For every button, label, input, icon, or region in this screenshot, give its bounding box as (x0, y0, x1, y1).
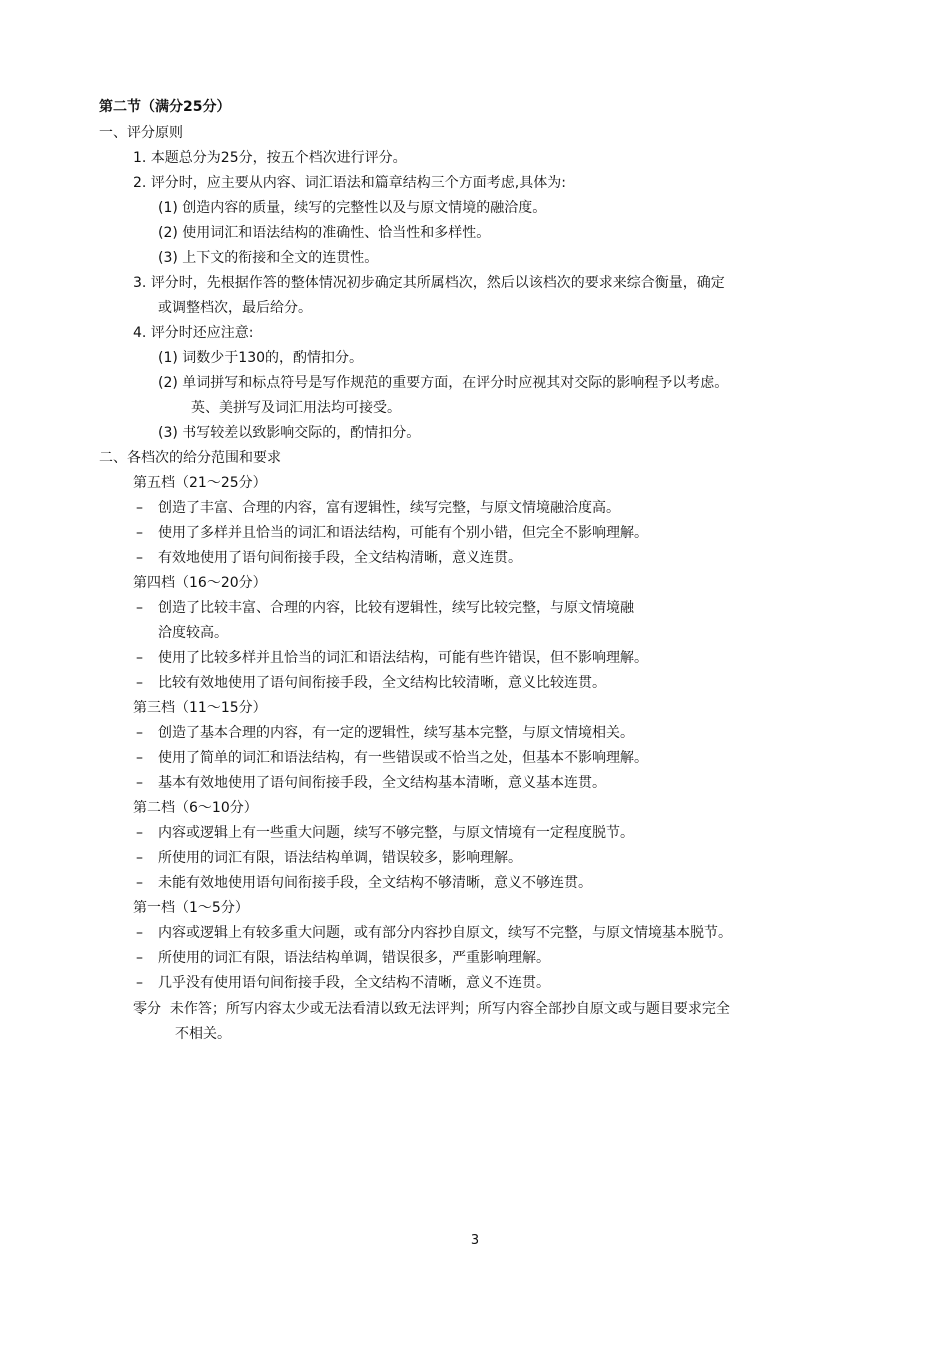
rule-continuation: 英、美拼写及词汇用法均可接受。 (191, 400, 401, 416)
rule-item-1 (133, 149, 407, 167)
grade-bullet (136, 524, 648, 542)
bullet-text: 所使用的词汇有限，语法结构单调，错误很多，严重影响理解。 (158, 950, 550, 966)
rule-num: 4. (133, 325, 147, 341)
rule-item-3 (133, 274, 725, 292)
rule-num: 1. (133, 150, 147, 166)
bullet-text: 比较有效地使用了语句间衔接手段，全文结构比较清晰，意义比较连贯。 (158, 675, 606, 691)
part1-heading: 一、评分原则 (99, 125, 183, 141)
dash-bullet: – (136, 975, 143, 991)
rule-text: 词数少于130的，酌情扣分。 (182, 350, 364, 366)
grade-bullet (136, 549, 522, 567)
grade-bullet (136, 874, 592, 892)
grade-label: 第五档（21～25分） (133, 475, 267, 491)
rule-text: 创造内容的质量，续写的完整性以及与原文情境的融洽度。 (182, 200, 547, 216)
rule-subitem (158, 199, 546, 217)
dash-bullet: – (136, 500, 143, 516)
bullet-text: 创造了丰富、合理的内容，富有逻辑性，续写完整，与原文情境融洽度高。 (158, 500, 620, 516)
bullet-text: 使用了比较多样并且恰当的词汇和语法结构，可能有些许错误，但不影响理解。 (158, 650, 648, 666)
rule-num: (2) (158, 375, 178, 391)
grade-bullet (136, 824, 634, 842)
rule-num: (1) (158, 200, 178, 216)
rule-subitem (158, 224, 490, 242)
dash-bullet: – (136, 825, 143, 841)
grade-bullet (136, 499, 620, 517)
rule-item-2 (133, 174, 566, 192)
rule-text: 评分时，应主要从内容、词汇语法和篇章结构三个方面考虑,具体为: (150, 175, 566, 191)
dash-bullet: – (136, 600, 143, 616)
rule-subitem (158, 249, 378, 267)
zero-text: 未作答；所写内容太少或无法看清以致无法评判；所写内容全部抄自原文或与题目要求完全 (169, 1001, 730, 1017)
rule-text: 使用词汇和语法结构的准确性、恰当性和多样性。 (182, 225, 491, 241)
rule-text: 评分时，先根据作答的整体情况初步确定其所属档次，然后以该档次的要求来综合衡量，确定 (150, 275, 725, 291)
bullet-text: 使用了简单的词汇和语法结构，有一些错误或不恰当之处，但基本不影响理解。 (158, 750, 648, 766)
bullet-text: 所使用的词汇有限，语法结构单调，错误较多，影响理解。 (158, 850, 522, 866)
grade-bullet (136, 599, 634, 617)
grade-bullet (136, 774, 606, 792)
bullet-text: 创造了基本合理的内容，有一定的逻辑性，续写基本完整，与原文情境相关。 (158, 725, 634, 741)
grade-bullet (136, 649, 648, 667)
grade-bullet (136, 724, 634, 742)
section-title: 第二节（满分25分） (99, 99, 231, 115)
bullet-text: 创造了比较丰富、合理的内容，比较有逻辑性，续写比较完整，与原文情境融 (158, 600, 634, 616)
rule-num: (3) (158, 425, 178, 441)
grade-bullet (136, 974, 550, 992)
rule-num: (1) (158, 350, 178, 366)
grade-label: 第三档（11～15分） (133, 700, 267, 716)
grade-label: 第四档（16～20分） (133, 575, 267, 591)
rule-num: 2. (133, 175, 147, 191)
rule-text: 上下文的衔接和全文的连贯性。 (182, 250, 379, 266)
dash-bullet: – (136, 950, 143, 966)
part2-heading: 二、各档次的给分范围和要求 (99, 450, 281, 466)
rule-continuation: 或调整档次，最后给分。 (158, 300, 312, 316)
rule-text: 评分时还应注意: (150, 325, 254, 341)
grade-bullet (136, 949, 550, 967)
rule-item-4 (133, 324, 254, 342)
bullet-text: 内容或逻辑上有较多重大问题，或有部分内容抄自原文，续写不完整，与原文情境基本脱节。 (158, 925, 732, 941)
grade-bullet (136, 749, 648, 767)
grade-label: 第二档（6～10分） (133, 800, 258, 816)
dash-bullet: – (136, 875, 143, 891)
dash-bullet: – (136, 525, 143, 541)
dash-bullet: – (136, 750, 143, 766)
bullet-text: 有效地使用了语句间衔接手段，全文结构清晰，意义连贯。 (158, 550, 522, 566)
bullet-continuation: 洽度较高。 (158, 625, 228, 641)
grade-bullet (136, 674, 606, 692)
rule-subitem (158, 424, 420, 442)
dash-bullet: – (136, 775, 143, 791)
rule-num: (2) (158, 225, 178, 241)
rule-text: 书写较差以致影响交际的，酌情扣分。 (182, 425, 421, 441)
rule-num: 3. (133, 275, 147, 291)
zero-label: 零分 (133, 1001, 161, 1017)
zero-grade (133, 1000, 730, 1018)
bullet-text: 几乎没有使用语句间衔接手段，全文结构不清晰，意义不连贯。 (158, 975, 550, 991)
dash-bullet: – (136, 725, 143, 741)
rule-num: (3) (158, 250, 178, 266)
dash-bullet: – (136, 550, 143, 566)
rule-text: 单词拼写和标点符号是写作规范的重要方面，在评分时应视其对交际的影响程予以考虑。 (182, 375, 729, 391)
grade-label: 第一档（1～5分） (133, 900, 249, 916)
rule-subitem (158, 374, 728, 392)
zero-continuation: 不相关。 (175, 1026, 231, 1042)
grade-bullet (136, 924, 732, 942)
dash-bullet: – (136, 650, 143, 666)
dash-bullet: – (136, 675, 143, 691)
bullet-text: 内容或逻辑上有一些重大问题，续写不够完整，与原文情境有一定程度脱节。 (158, 825, 634, 841)
dash-bullet: – (136, 925, 143, 941)
rule-text: 本题总分为25分，按五个档次进行评分。 (150, 150, 407, 166)
bullet-text: 基本有效地使用了语句间衔接手段，全文结构基本清晰，意义基本连贯。 (158, 775, 606, 791)
dash-bullet: – (136, 850, 143, 866)
grade-bullet (136, 849, 522, 867)
bullet-text: 未能有效地使用语句间衔接手段，全文结构不够清晰，意义不够连贯。 (158, 875, 592, 891)
rule-subitem (158, 349, 363, 367)
bullet-text: 使用了多样并且恰当的词汇和语法结构，可能有个别小错，但完全不影响理解。 (158, 525, 648, 541)
page-number: 3 (470, 1233, 480, 1248)
